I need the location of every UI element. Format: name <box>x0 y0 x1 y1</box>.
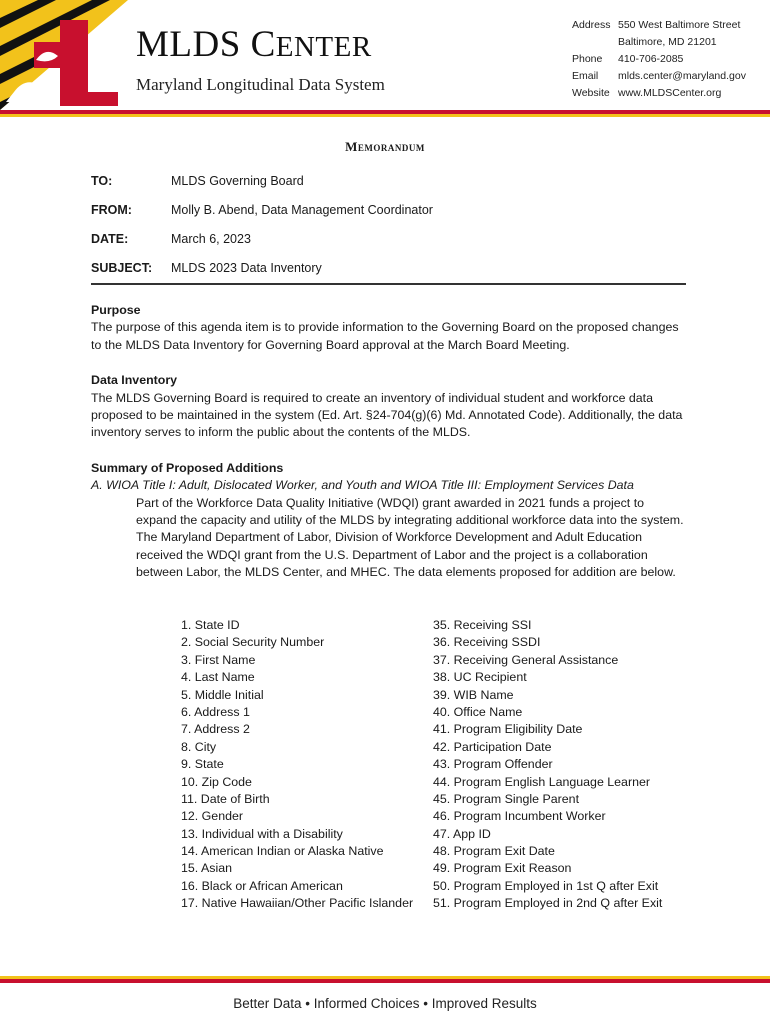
brand-title: MLDS CENTER <box>136 24 372 65</box>
memo-from: FROM: Molly B. Abend, Data Management Coordinator <box>91 203 433 217</box>
list-item: 48. Program Exit Date <box>433 844 555 859</box>
list-item: 13. Individual with a Disability <box>181 826 343 841</box>
list-item: 5. Middle Initial <box>181 687 264 702</box>
list-item: 8. City <box>181 739 217 754</box>
elements-right-column <box>433 617 662 913</box>
list-item: 11. Date of Birth <box>181 791 270 806</box>
list-item: 40. Office Name <box>433 704 523 719</box>
list-item: 14. American Indian or Alaska Native <box>181 844 384 859</box>
list-item: 2. Social Security Number <box>181 635 325 650</box>
website-link[interactable]: www.MLDSCenter.org <box>618 87 722 99</box>
summary-heading: Summary of Proposed Additions <box>91 460 284 475</box>
inventory-heading: Data Inventory <box>91 373 178 388</box>
list-item: 41. Program Eligibility Date <box>433 722 583 737</box>
summary-text: Part of the Workforce Data Quality Initiative (WDQI) grant awarded in 2021 funds a project to expand the capacity and utility of the MLDS by integrating additional workforce data into the system. The Maryland Department of Labor, Division of Workforce Development and Adult Education received the WDQI grant from the U.S. Department of Labor and the project is a collaboration between Labor, the MLDS Center, and MHEC. The data elements proposed for addition are below. <box>136 495 684 580</box>
memo-divider <box>91 283 686 285</box>
footer-tagline: Better Data • Informed Choices • Improved Results <box>233 996 537 1011</box>
inventory-text: The MLDS Governing Board is required to create an inventory of individual student and workforce data proposed to be maintained in the system (Ed. Art. §24-704(g)(6) Md. Annotated Code). Additionally, the data inventory serves to inform the public about the contents of the MLDS. <box>91 390 683 440</box>
list-item: 10. Zip Code <box>181 774 252 789</box>
list-item: 9. State <box>181 757 224 772</box>
elements-left-column <box>181 617 413 913</box>
list-item: 15. Asian <box>181 861 232 876</box>
list-item: 42. Participation Date <box>433 739 552 754</box>
list-item: 17. Native Hawaiian/Other Pacific Islander <box>181 896 414 911</box>
list-item: 37. Receiving General Assistance <box>433 652 619 667</box>
memo-to: TO: MLDS Governing Board <box>91 174 304 188</box>
list-item: 4. Last Name <box>181 670 255 685</box>
list-item: 45. Program Single Parent <box>433 791 580 806</box>
memo-subject: SUBJECT: MLDS 2023 Data Inventory <box>91 261 322 275</box>
list-item: 6. Address 1 <box>181 704 250 719</box>
memo-fields <box>91 174 433 290</box>
header-divider-gold <box>0 114 770 117</box>
list-item: 36. Receiving SSDI <box>433 635 541 650</box>
list-item: 46. Program Incumbent Worker <box>433 809 606 824</box>
list-item: 47. App ID <box>433 826 491 841</box>
memo-date: DATE: March 6, 2023 <box>91 232 251 246</box>
maryland-flag-logo <box>0 0 130 110</box>
email-link[interactable]: mlds.center@maryland.gov <box>618 70 746 82</box>
contact-block: Address 550 West Baltimore Street Baltimore, MD 21201 Phone 410-706-2085 Email mlds.center@maryland.gov Website www.MLDSCenter.org <box>572 17 746 102</box>
list-item: 49. Program Exit Reason <box>433 861 572 876</box>
purpose-text: The purpose of this agenda item is to provide information to the Governing Board on the proposed changes to the MLDS Data Inventory for Governing Board approval at the March Board Meeting. <box>91 320 679 352</box>
list-item: 51. Program Employed in 2nd Q after Exit <box>433 896 663 911</box>
summary-subheading: A. WIOA Title I: Adult, Dislocated Worker, and Youth and WIOA Title III: Employment Services Data <box>91 478 634 493</box>
purpose-heading: Purpose <box>91 303 141 317</box>
list-item: 38. UC Recipient <box>433 670 527 685</box>
memo-title: Memorandum <box>345 139 425 154</box>
brand-subtitle: Maryland Longitudinal Data System <box>136 75 385 94</box>
list-item: 3. First Name <box>181 652 256 667</box>
list-item: 43. Program Offender <box>433 757 553 772</box>
list-item: 16. Black or African American <box>181 878 343 893</box>
list-item: 1. State ID <box>181 618 240 632</box>
list-item: 39. WIB Name <box>433 687 514 702</box>
memo-body <box>91 302 687 600</box>
list-item: 12. Gender <box>181 809 243 824</box>
list-item: 50. Program Employed in 1st Q after Exit <box>433 878 659 893</box>
list-item: 35. Receiving SSI <box>433 618 532 632</box>
list-item: 7. Address 2 <box>181 722 250 737</box>
list-item: 44. Program English Language Learner <box>433 774 650 789</box>
footer-divider-red <box>0 979 770 983</box>
